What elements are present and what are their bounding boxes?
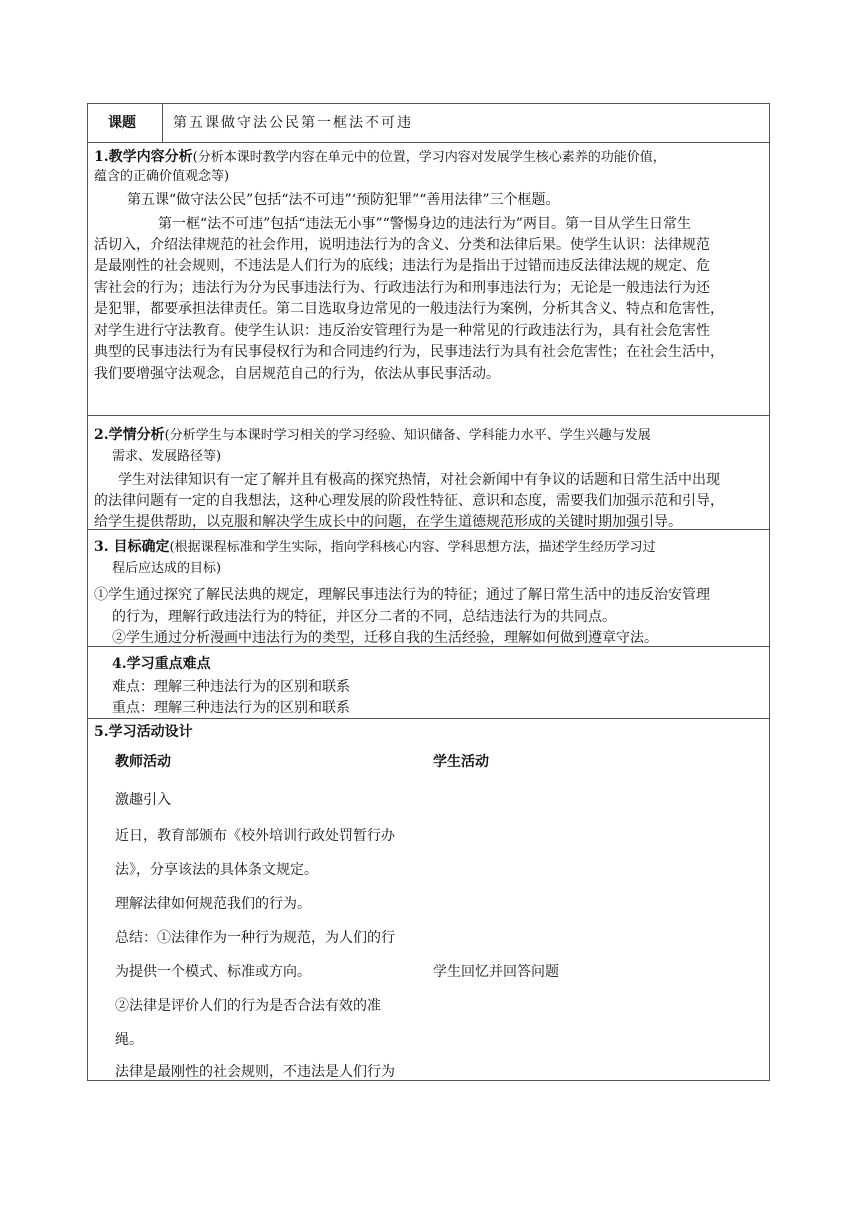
section-activity-design xyxy=(88,719,769,1080)
teacher-activity-line: 激趣引入 xyxy=(115,792,171,808)
section3-line: ①学生通过探究了解民法典的规定，理解民事违法行为的特征；通过了解日常生活中的违反治安管理 xyxy=(94,587,710,603)
teacher-activity-line: 法》，分享该法的具体条文规定。 xyxy=(115,862,318,878)
section4-line: 难点：理解三种违法行为的区别和联系 xyxy=(112,679,350,695)
header-divider xyxy=(162,104,163,143)
section2-heading: 2.学情分析 xyxy=(94,427,165,443)
section3-note-1: (根据课程标准和学生实际，指向学科核心内容、学科思想方法，描述学生经历学习过 xyxy=(169,540,656,555)
teacher-activity-line: 总结：①法律作为一种行为规范，为人们的行 xyxy=(115,930,395,946)
section2-note-2: 需求、发展路径等) xyxy=(112,449,222,464)
section3-heading: 3. 目标确定 xyxy=(94,539,170,555)
section2-line: 给学生提供帮助，以克服和解决学生成长中的问题，在学生道德规范形成的关键时期加强引导。 xyxy=(94,514,682,530)
section4-line: 重点：理解三种违法行为的区别和联系 xyxy=(112,700,350,716)
teacher-activity-line: 绳。 xyxy=(115,1032,143,1048)
lesson-plan-table xyxy=(87,103,770,1081)
section5-heading: 5.学习活动设计 xyxy=(94,724,193,740)
section1-line: 对学生进行守法教育。使学生认识：违反治安管理行为是一种常见的行政违法行为，具有社会危害性 xyxy=(94,323,710,339)
header-label: 课题 xyxy=(108,115,136,131)
section1-line: 活切入，介绍法律规范的社会作用，说明违法行为的含义、分类和法律后果。使学生认识：法律规范 xyxy=(94,237,710,253)
student-activity-line: 学生回忆并回答问题 xyxy=(433,964,559,980)
section-content-analysis xyxy=(88,143,769,416)
section1-line: 害社会的行为；违法行为分为民事违法行为、行政违法行为和刑事违法行为；无论是一般违法行为还 xyxy=(94,280,710,296)
section3-note-2: 程后应达成的目标) xyxy=(112,561,222,576)
section2-title-line xyxy=(94,425,651,446)
section1-title-line xyxy=(94,147,666,168)
section1-note-2: 蕴含的正确价值观念等) xyxy=(94,169,230,184)
section3-line: 的行为，理解行政违法行为的特征，并区分二者的不同，总结违法行为的共同点。 xyxy=(112,609,616,625)
section1-line: 是犯罪，都要承担法律责任。第二目选取身边常见的一般违法行为案例，分析其含义、特点和危害性， xyxy=(94,301,724,317)
section1-heading: 1.教学内容分析 xyxy=(94,149,193,165)
section2-line: 的法律问题有一定的自我想法，这种心理发展的阶段性特征、意识和态度，需要我们加强示范和引导， xyxy=(94,493,724,509)
section2-line: 学生对法律知识有一定了解并且有极高的探究热情，对社会新闻中有争议的话题和日常生活中出现 xyxy=(118,472,720,488)
teacher-activity-header: 教师活动 xyxy=(115,754,171,770)
section3-line: ②学生通过分析漫画中违法行为的类型，迁移自我的生活经验，理解如何做到遵章守法。 xyxy=(112,630,658,646)
teacher-activity-line: 法律是最刚性的社会规则，不违法是人们行为 xyxy=(115,1064,395,1080)
teacher-activity-line: 近日，教育部颁布《校外培训行政处罚暂行办 xyxy=(115,828,395,844)
section1-note-1: (分析本课时教学内容在单元中的位置，学习内容对发展学生核心素养的功能价值， xyxy=(192,150,666,165)
section1-line: 第五课“做守法公民”包括“法不可违”‘预防犯罪”“善用法律”三个框题。 xyxy=(127,192,560,208)
header-row xyxy=(88,104,769,143)
section4-heading: 4.学习重点难点 xyxy=(112,656,211,672)
teacher-activity-line: ②法律是评价人们的行为是否合法有效的准 xyxy=(115,998,381,1014)
section-objectives xyxy=(88,530,769,647)
teacher-activity-line: 理解法律如何规范我们的行为。 xyxy=(115,896,311,912)
lesson-title: 第五课做守法公民第一框法不可违 xyxy=(173,115,413,131)
section-learner-analysis xyxy=(88,416,769,530)
student-activity-header: 学生活动 xyxy=(433,754,489,770)
section1-line: 我们要增强守法观念，自居规范自己的行为，依法从事民事活动。 xyxy=(94,366,500,382)
section-key-points xyxy=(88,647,769,719)
section1-line: 典型的民事违法行为有民事侵权行为和合同违约行为，民事违法行为具有社会危害性；在社会生活中， xyxy=(94,344,724,360)
section1-line: 第一框“法不可违”包括“违法无小事”“警惕身边的违法行为”两目。第一目从学生日常生 xyxy=(158,216,691,232)
teacher-activity-line: 为提供一个模式、标准或方向。 xyxy=(115,964,311,980)
section3-title-line xyxy=(94,537,656,558)
section1-line: 是最刚性的社会规则，不违法是人们行为的底线；违法行为是指出于过错而违反法律法规的规定、危 xyxy=(94,258,710,274)
section2-note-1: (分析学生与本课时学习相关的学习经验、知识储备、学科能力水平、学生兴趣与发展 xyxy=(164,428,651,443)
